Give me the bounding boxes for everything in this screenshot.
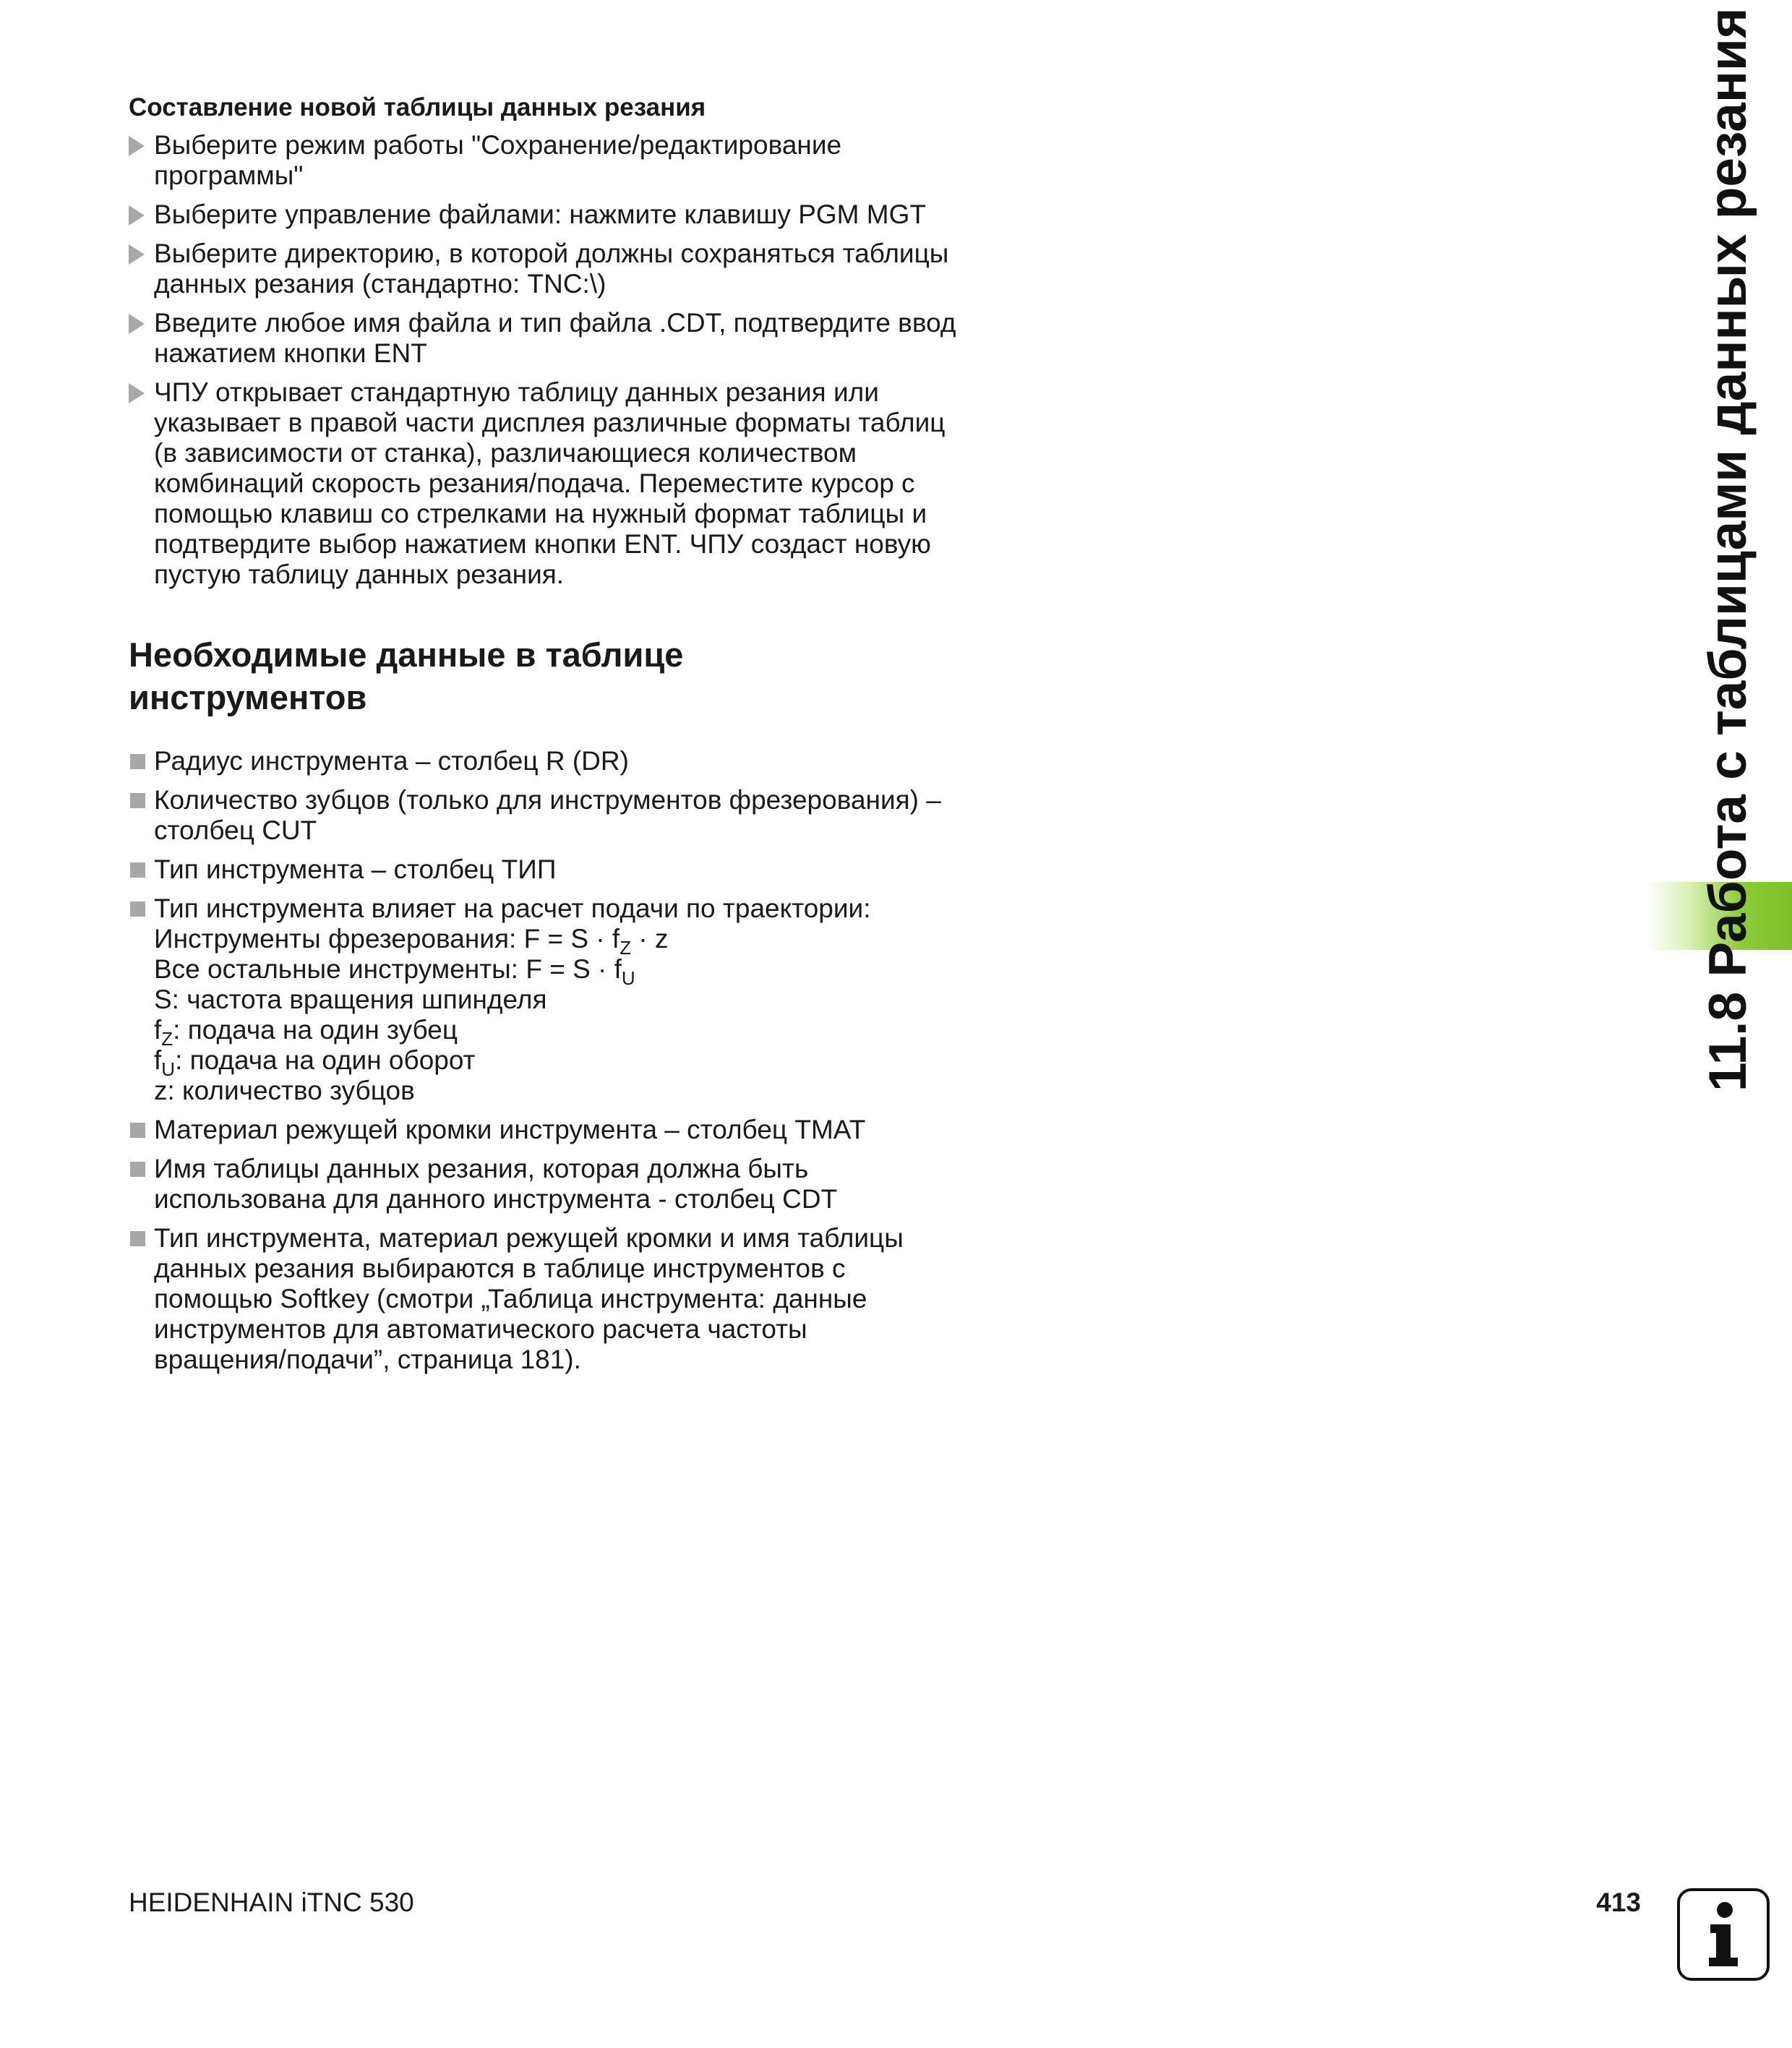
triangle-bullet-icon [129,383,145,403]
step-item: Введите любое имя файла и тип файла .CDT, подтвердите ввод нажатием кнопки ENT [129,308,967,369]
step-item: Выберите управление файлами: нажмите клавишу PGM MGT [129,200,967,230]
page-number: 413 [1596,1888,1641,1917]
list-item-feed-formula: Тип инструмента влияет на расчет подачи по траектории: Инструменты фрезерования: $F = S \cdot f_Z \cdot z$ Все остальные инструменты: $F = S \cdot f_U$ S: частота вращения шпинделя $f_Z$: подача на один зубец $f_U$: подача на один оборот z: количество зубцов [129,894,967,1106]
required-data-list [129,746,967,1375]
triangle-bullet-icon [129,314,145,334]
triangle-bullet-icon [129,136,145,156]
other-formula: Все остальные инструменты: $F = S \cdot f_U$ [154,954,635,989]
square-bullet-icon [130,793,145,808]
chapter-title: 11.8 Работа с таблицами данных резания [1699,7,1757,1092]
square-bullet-icon [130,862,145,878]
fu-definition: $f_U$: подача на один оборот [154,1045,476,1080]
step-item: Выберите режим работы "Сохранение/редактирование программы" [129,130,967,191]
triangle-bullet-icon [129,205,145,226]
square-bullet-icon [130,1162,145,1177]
list-item: Имя таблицы данных резания, которая должна быть использована для данного инструмента - столбец CDT [129,1154,967,1214]
create-steps-list [129,130,967,590]
square-bullet-icon [130,754,145,769]
step-item: Выберите директорию, в которой должны сохраняться таблицы данных резания (стандартно: TNC:\) [129,239,967,299]
footer-product: HEIDENHAIN iTNC 530 [129,1888,414,1917]
list-item: Тип инструмента – столбец ТИП [129,854,967,885]
list-item: Тип инструмента, материал режущей кромки и имя таблицы данных резания выбираются в таблице инструментов с помощью Softkey (смотри „Таблица инструмента: данные инструментов для автоматического расчета частоты вращения/подачи”, страница 181). [129,1223,967,1375]
list-item: Количество зубцов (только для инструментов фрезерования) – столбец CUT [129,785,967,846]
info-glyph [1680,1891,1767,1978]
square-bullet-icon [130,1231,145,1246]
triangle-bullet-icon [129,244,145,265]
step-item: ЧПУ открывает стандартную таблицу данных резания или указывает в правой части дисплея различные форматы таблиц (в зависимости от станка), различающиеся количеством комбинаций скорость резания/подача. Переместите курсор с помощью клавиш со стрелками на нужный формат таблицы и подтвердите выбор нажатием кнопки ENT. ЧПУ создаст новую пустую таблицу данных резания. [129,377,967,590]
milling-formula: Инструменты фрезерования: $F = S \cdot f_Z \cdot z$ [154,924,669,959]
info-icon [1677,1888,1770,1981]
fz-definition: $f_Z$: подача на один зубец [154,1015,458,1050]
create-table-heading: Составление новой таблицы данных резания [129,93,706,121]
list-item: Радиус инструмента – столбец R (DR) [129,746,967,776]
square-bullet-icon [130,1123,145,1138]
section-title: Необходимые данные в таблице инструментов [129,635,684,716]
list-item: Материал режущей кромки инструмента – столбец TMAT [129,1115,967,1145]
main-content [129,93,967,1384]
square-bullet-icon [130,901,145,917]
